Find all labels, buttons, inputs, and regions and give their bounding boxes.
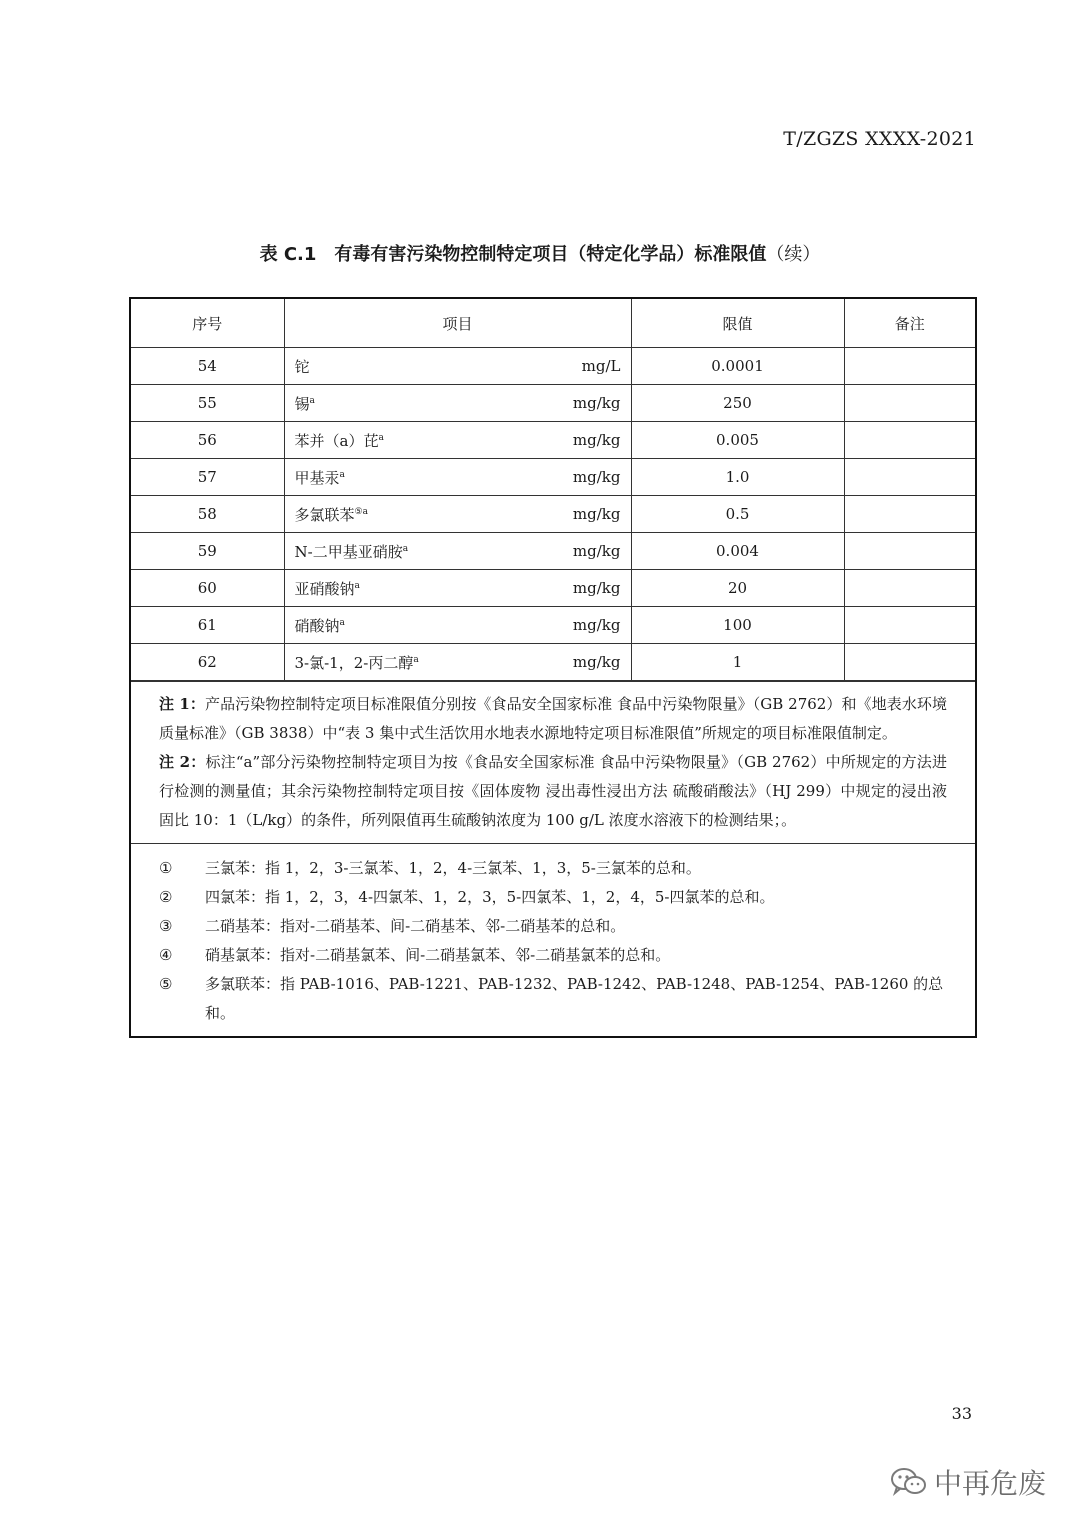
watermark	[890, 1462, 1046, 1502]
footnote-text: 硝基氯苯：指对-二硝基氯苯、间-二硝基氯苯、邻-二硝基氯苯的总和。	[205, 946, 671, 964]
item-unit: mg/kg	[572, 653, 621, 671]
footnote-text: 二硝基苯：指对-二硝基苯、间-二硝基苯、邻-二硝基苯的总和。	[205, 917, 626, 935]
cell-item	[284, 459, 631, 496]
cell-number: 61	[131, 607, 284, 644]
table-notes	[131, 681, 975, 843]
footnote-text: 四氯苯：指 1，2，3，4-四氯苯、1，2，3，5-四氯苯、1，2，4，5-四氯苯的总和。	[205, 888, 775, 906]
column-header-item: 项目	[284, 299, 631, 348]
note-1-text: 产品污染物控制特定项目标准限值分别按《食品安全国家标准 食品中污染物限量》（GB 2762）和《地表水环境质量标准》（GB 3838）中“表 3 集中式生活饮用水地表水源地特定项目标准限值”所规定的项目标准限值制定。	[159, 695, 947, 742]
table-title-suffix: （续）	[766, 244, 821, 265]
footnote-4	[159, 941, 947, 970]
cell-number: 60	[131, 570, 284, 607]
table-row	[131, 644, 975, 681]
item-unit: mg/kg	[572, 431, 621, 449]
standard-limit-table	[129, 297, 977, 1038]
item-name: 多氯联苯	[294, 505, 355, 524]
cell-remark	[844, 607, 975, 644]
cell-number: 54	[131, 348, 284, 385]
table-row	[131, 533, 975, 570]
footnote-mark: ③	[159, 917, 173, 935]
cell-item	[284, 385, 631, 422]
footnote-2	[159, 883, 947, 912]
note-1	[159, 690, 947, 748]
page-number: 33	[951, 1404, 972, 1423]
cell-remark	[844, 422, 975, 459]
footnote-3	[159, 912, 947, 941]
table-title-text: 表 C.1 有毒有害污染物控制特定项目（特定化学品）标准限值	[259, 244, 767, 265]
cell-limit: 20	[631, 570, 844, 607]
column-header-number: 序号	[131, 299, 284, 348]
item-superscript: a	[339, 469, 345, 480]
item-superscript: a	[413, 654, 419, 665]
cell-item	[284, 644, 631, 681]
cell-number: 56	[131, 422, 284, 459]
footnote-mark: ①	[159, 859, 173, 877]
item-unit: mg/L	[581, 357, 621, 375]
item-name-wrap	[295, 467, 345, 488]
item-unit: mg/kg	[572, 468, 621, 486]
cell-remark	[844, 459, 975, 496]
watermark-text: 中再危废	[934, 1467, 1047, 1500]
table-header-row	[131, 299, 975, 348]
item-name: N-二甲基亚硝胺	[294, 542, 403, 561]
cell-remark	[844, 348, 975, 385]
table-row	[131, 496, 975, 533]
item-superscript: a	[309, 395, 315, 406]
column-header-remark: 备注	[844, 299, 975, 348]
table-row	[131, 607, 975, 644]
cell-item	[284, 496, 631, 533]
cell-limit: 0.0001	[631, 348, 844, 385]
item-unit: mg/kg	[572, 394, 621, 412]
document-code: T/ZGZS XXXX-2021	[783, 128, 976, 150]
footnote-text: 三氯苯：指 1，2，3-三氯苯、1，2，4-三氯苯、1，3，5-三氯苯的总和。	[205, 859, 701, 877]
note-1-label: 注 1：	[159, 695, 205, 713]
item-unit: mg/kg	[572, 505, 621, 523]
item-superscript: a	[378, 432, 384, 443]
item-unit: mg/kg	[572, 579, 621, 597]
item-name: 亚硝酸钠	[294, 579, 355, 598]
table-title	[0, 240, 1080, 266]
cell-number: 57	[131, 459, 284, 496]
wechat-icon	[890, 1467, 928, 1497]
item-superscript: a	[339, 617, 345, 628]
item-name: 硝酸钠	[294, 616, 340, 635]
cell-remark	[844, 496, 975, 533]
item-name-wrap	[295, 356, 310, 377]
footnote-mark: ④	[159, 946, 173, 964]
item-name: 甲基汞	[294, 468, 340, 487]
note-2-label: 注 2：	[159, 753, 206, 771]
cell-remark	[844, 533, 975, 570]
table-row	[131, 570, 975, 607]
table-footnotes	[131, 843, 975, 1036]
cell-item	[284, 422, 631, 459]
item-superscript: ⑤a	[354, 506, 368, 517]
footnote-mark: ⑤	[159, 975, 173, 993]
item-unit: mg/kg	[572, 542, 621, 560]
cell-item	[284, 607, 631, 644]
cell-limit: 250	[631, 385, 844, 422]
note-2	[159, 748, 947, 835]
cell-item	[284, 533, 631, 570]
cell-item	[284, 570, 631, 607]
cell-limit: 100	[631, 607, 844, 644]
cell-limit: 0.5	[631, 496, 844, 533]
footnote-mark: ②	[159, 888, 173, 906]
item-superscript: a	[354, 580, 360, 591]
item-name-wrap	[295, 652, 419, 673]
cell-limit: 1.0	[631, 459, 844, 496]
footnote-text: 多氯联苯：指 PAB-1016、PAB-1221、PAB-1232、PAB-1242、PAB-1248、PAB-1254、PAB-1260 的总和。	[205, 975, 944, 1022]
cell-number: 55	[131, 385, 284, 422]
cell-item	[284, 348, 631, 385]
footnote-5	[159, 970, 947, 1028]
table-row	[131, 459, 975, 496]
cell-limit: 0.004	[631, 533, 844, 570]
item-unit: mg/kg	[572, 616, 621, 634]
item-name-wrap	[295, 430, 384, 451]
cell-remark	[844, 644, 975, 681]
item-name: 3-氯-1，2-丙二醇	[294, 653, 414, 672]
column-header-limit: 限值	[631, 299, 844, 348]
cell-limit: 0.005	[631, 422, 844, 459]
cell-remark	[844, 570, 975, 607]
cell-number: 62	[131, 644, 284, 681]
item-name-wrap	[295, 504, 368, 525]
table-row	[131, 348, 975, 385]
item-name-wrap	[295, 541, 409, 562]
note-2-text: 标注“a”部分污染物控制特定项目为按《食品安全国家标准 食品中污染物限量》（GB 2762）中所规定的方法进行检测的测量值；其余污染物控制特定项目按《固体废物 浸出毒性浸出方法 硫酸硝酸法》（HJ 299）中规定的浸出液固比 10：1（L/kg）的条件，所列限值再生硫酸钠浓度为 100 g/L 浓度水溶液下的检测结果；。	[159, 753, 947, 829]
table-row	[131, 385, 975, 422]
footnote-1	[159, 854, 947, 883]
cell-limit: 1	[631, 644, 844, 681]
limits-table	[131, 299, 975, 681]
item-name-wrap	[295, 578, 360, 599]
item-name-wrap	[295, 393, 315, 414]
item-name: 苯并（a）芘	[294, 431, 379, 450]
item-name: 锡	[294, 394, 310, 413]
item-name-wrap	[295, 615, 345, 636]
item-superscript: a	[402, 543, 409, 554]
cell-remark	[844, 385, 975, 422]
table-body	[131, 348, 975, 681]
item-name: 铊	[294, 357, 310, 376]
cell-number: 58	[131, 496, 284, 533]
table-row	[131, 422, 975, 459]
cell-number: 59	[131, 533, 284, 570]
